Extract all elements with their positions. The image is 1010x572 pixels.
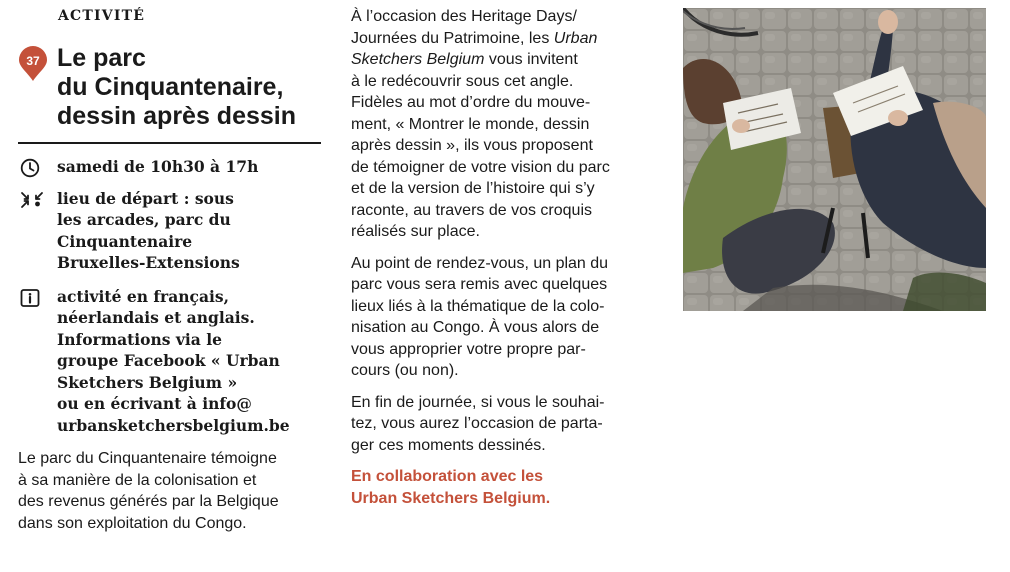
intro-paragraph xyxy=(18,448,323,534)
place-line: Cinquantenaire xyxy=(57,231,193,251)
details-line: groupe Facebook « Urban xyxy=(57,351,280,370)
place-line: lieu de départ : sous xyxy=(57,188,234,208)
body-line: réalisés sur place. xyxy=(351,223,480,240)
body-line: Au point de rendez-vous, un plan du xyxy=(351,254,609,272)
collab-line: Urban Sketchers Belgium. xyxy=(351,489,551,507)
activity-number-pin xyxy=(18,46,48,82)
body-line: cours (ou non). xyxy=(351,362,459,379)
title-divider xyxy=(18,142,321,144)
clock-icon xyxy=(20,158,42,180)
collab-line: En collaboration avec les xyxy=(351,468,544,485)
sketchers-photo xyxy=(683,8,986,311)
description-paragraph-1 xyxy=(351,6,656,243)
body-line: À l’occasion des Heritage Days/ xyxy=(351,8,577,25)
description-paragraph-2 xyxy=(351,253,656,382)
body-line xyxy=(351,28,656,50)
info-icon xyxy=(20,288,42,310)
body-line: lieux liés à la thématique de la colo- xyxy=(351,297,605,315)
practical-info-list xyxy=(18,156,322,436)
body-line: après dessin », ils vous proposent xyxy=(351,137,593,154)
intro-line: Le parc du Cinquantenaire témoigne xyxy=(18,450,277,467)
organisation-name: Sketchers Belgium xyxy=(351,51,485,68)
body-line: En fin de journée, si vous le souhai- xyxy=(351,393,605,411)
intro-line: dans son exploitation du Congo. xyxy=(18,514,247,532)
details-email[interactable]: urbansketchersbelgium.be xyxy=(57,415,290,435)
body-line: tez, vous aurez l’occasion de parta- xyxy=(351,415,603,432)
body-line: vous approprier votre propre par- xyxy=(351,340,586,358)
info-meeting-point xyxy=(18,188,322,274)
activity-number: 37 xyxy=(26,54,40,68)
place-line: les arcades, parc du xyxy=(57,210,231,229)
body-line xyxy=(351,49,656,71)
description-column xyxy=(351,6,656,519)
body-line: nisation au Congo. À vous alors de xyxy=(351,319,600,336)
title-line: du Cinquantenaire, xyxy=(57,73,284,101)
body-line: Fidèles au mot d’ordre du mouve- xyxy=(351,94,591,111)
body-text: vous invitent xyxy=(484,51,578,68)
body-line: à le redécouvrir sous cet angle. xyxy=(351,72,574,90)
details-line: ou en écrivant à info@ xyxy=(57,394,252,413)
body-line: ger ces moments dessinés. xyxy=(351,436,546,454)
title-line: dessin après dessin xyxy=(57,102,297,130)
body-line: et de la version de l’histoire qui s’y xyxy=(351,180,595,197)
collaboration-credit xyxy=(351,466,656,509)
body-text: Journées du Patrimoine, les xyxy=(351,29,554,47)
intro-line: à sa manière de la colonisation et xyxy=(18,471,257,489)
date-text: samedi de 10h30 à 17h xyxy=(57,157,259,176)
meeting-point-icon xyxy=(20,190,42,212)
details-line: néerlandais et anglais. xyxy=(57,308,255,327)
info-date xyxy=(18,156,322,178)
place-line: Bruxelles-Extensions xyxy=(57,253,240,272)
details-line: activité en français, xyxy=(57,286,230,306)
organisation-name: Urban xyxy=(553,29,598,47)
details-line: Sketchers Belgium » xyxy=(57,372,238,392)
description-paragraph-3 xyxy=(351,392,656,457)
details-line: Informations via le xyxy=(57,329,222,349)
info-details xyxy=(18,286,322,437)
title-line: Le parc xyxy=(57,44,146,72)
body-line: raconte, au travers de vos croquis xyxy=(351,201,593,219)
category-label: ACTIVITÉ xyxy=(58,8,146,24)
body-line: de témoigner de votre vision du parc xyxy=(351,158,610,176)
intro-line: des revenus générés par la Belgique xyxy=(18,493,279,510)
body-line: ment, « Montrer le monde, dessin xyxy=(351,115,590,133)
body-line: parc vous sera remis avec quelques xyxy=(351,276,608,293)
activity-title xyxy=(57,44,322,131)
